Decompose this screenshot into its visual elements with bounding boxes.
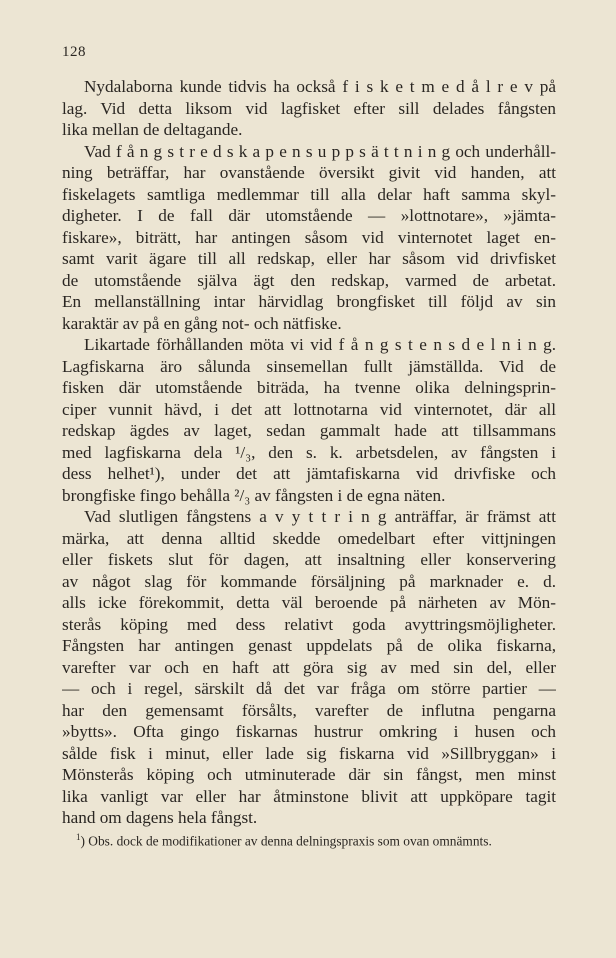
text-line: Lagfiskarna äro sålunda sinsemellan fullt jämställda. Vid de [62,356,556,376]
text-line: — och i regel, särskilt då det var fråga om större partier — [62,679,556,698]
text-line: de utomstående själva ägt den redskap, varmed de arbetat. [62,270,556,290]
text-line: Fångsten har antingen genast uppdelats på de olika fiskarna, [62,636,556,655]
text-line: fisken där utomstående biträda, ha tvenne olika delningsprin- [62,378,556,397]
footnote-text: ) Obs. dock de modifikationer av denna delningspraxis som ovan omnämnts. [80,833,492,849]
text-line: har den gemensamt försålts, varefter de influtna pengarna [62,700,556,720]
text-line: eller fiskets slut för dagen, att insaltning eller konservering [62,550,556,569]
text-line: »bytts». Ofta gingo fiskarnas hustrur omkring i husen och [62,722,556,741]
text-line: Vad slutligen fångstens a v y t t r i n g anträffar, är främst att [84,507,556,526]
text-line: digheter. I de fall där utomstående — »lottnotare», »jämta- [62,206,556,225]
text-line: redskap ägdes av laget, sedan gammalt hade att tillsammans [62,421,556,440]
text-line: lika vanligt var eller har åtminstone blivit att uppköpare tagit [62,786,556,806]
text-line: dess helhet¹), under det att jämtafiskarna vid drivfiske och [62,464,556,483]
text-line: av något slag för kommande försäljning på marknader e. d. [62,571,556,591]
text-line: varefter var och en haft att göra sig av med sin del, eller [62,657,556,677]
text-line: alls icke förekommit, detta väl beroende på närheten av Mön- [62,593,556,612]
text-line: ning beträffar, har ovanstående översikt givit vid handen, att [62,163,556,182]
text-line: Mönsterås köping och utminuterade där sin fångst, men minst [62,765,556,784]
text-line: sålde fisk i minut, eller lade sig fiskarna vid »Sillbryggan» i [62,743,556,763]
text-line: lag. Vid detta liksom vid lagfisket efter sill delades fångsten [62,98,556,118]
text-line: ciper vunnit hävd, i det att lottnotarna vid vinternotet, där all [62,399,556,419]
page-number: 128 [62,44,86,60]
text-line: lika mellan de deltagande. [62,120,243,139]
text-line: En mellanställning intar härvidlag brongfisket till följd av sin [62,292,556,311]
text-line: fiskelagets samtliga medlemmar till alla delar haft samma skyl- [62,184,556,204]
text-line: märka, att denna alltid skedde omedelbart efter vittjningen [62,528,556,548]
text-line: Likartade förhållanden möta vi vid f å n g s t e n s d e l n i n g. [84,335,556,354]
text-line: brongfiske fingo behålla ²/₃ av fångsten i de egna näten. [62,485,446,505]
footnote-marker: 1 [76,832,81,842]
text-line: med lagfiskarna dela ¹/₃, den s. k. arbetsdelen, av fångsten i [62,442,556,462]
text-line: karaktär av på en gång not- och nätfiske. [62,313,342,333]
text-line: hand om dagens hela fångst. [62,808,258,827]
text-line: sterås köping med dess relativt goda avyttringsmöjligheter. [62,614,556,634]
footnote [76,832,492,849]
text-line: Vad f å n g s t r e d s k a p e n s u p p s ä t t n i n g och underhåll- [84,141,556,161]
body-text [62,76,556,829]
text-line: samt varit ägare till all redskap, eller har såsom vid drivfisket [62,249,556,268]
text-line: Nydalaborna kunde tidvis ha också f i s k e t m e d å l r e v på [84,77,556,96]
text-line: fiskare», biträtt, har antingen såsom vid vinternotet laget en- [62,227,556,247]
